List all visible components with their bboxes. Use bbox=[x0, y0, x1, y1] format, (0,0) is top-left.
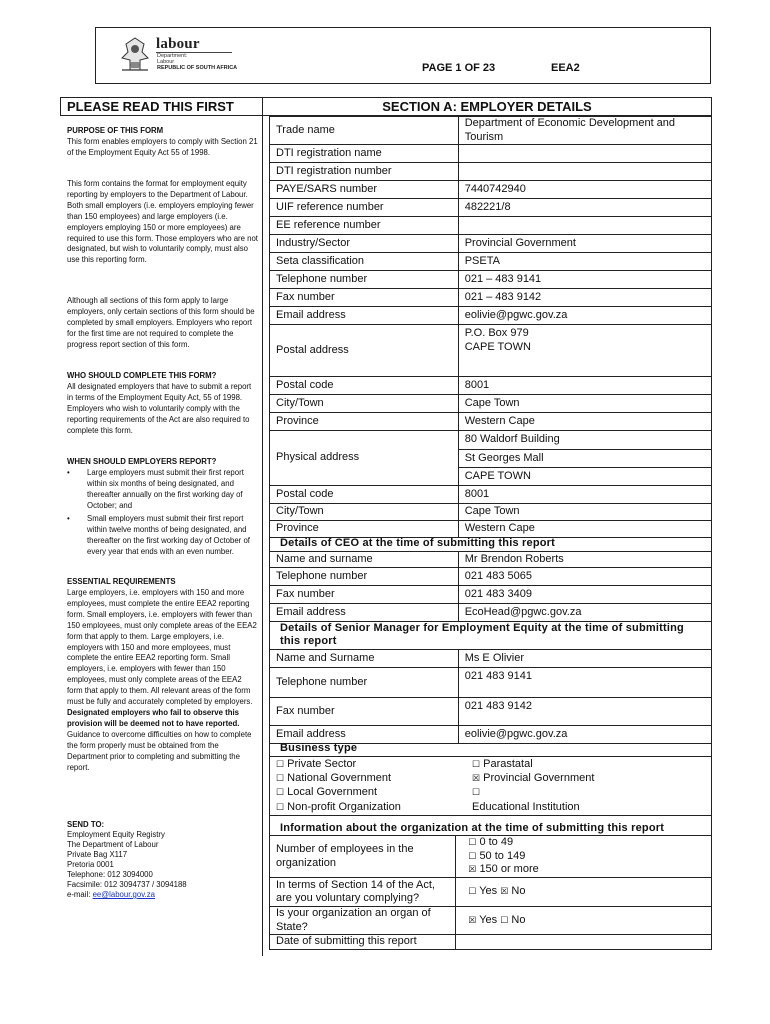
ceo-heading: Details of CEO at the time of submitting this report bbox=[280, 537, 556, 549]
table-row bbox=[270, 486, 712, 504]
bullet-icon: • bbox=[67, 514, 70, 523]
table-row bbox=[270, 217, 712, 235]
essential-text-end: Guidance to overcome difficulties on how to complete the form properly must be obtained from the Department prior to completing and submitting the report. bbox=[67, 729, 252, 772]
physical-province-label: Province bbox=[270, 521, 459, 538]
ceo-email-label: Email address bbox=[270, 604, 459, 622]
telephone-field[interactable]: 021 – 483 9141 bbox=[458, 271, 711, 289]
physical-postal-code-label: Postal code bbox=[270, 486, 459, 504]
sm-telephone-label: Telephone number bbox=[270, 668, 459, 698]
table-row bbox=[270, 325, 712, 377]
paye-field[interactable]: 7440742940 bbox=[458, 181, 711, 199]
purpose-paragraph-1: This form enables employers to comply with Section 21 of the Employment Equity Act 55 of 1998. bbox=[67, 137, 258, 157]
option-label: Provincial Government bbox=[483, 772, 595, 785]
table-row bbox=[270, 726, 712, 744]
table-row bbox=[270, 668, 712, 698]
physical-city-field[interactable]: Cape Town bbox=[458, 504, 711, 521]
option-label: 50 to 149 bbox=[479, 849, 526, 862]
table-row bbox=[270, 586, 712, 604]
table-row bbox=[270, 604, 712, 622]
postal-line-1: P.O. Box 979 bbox=[464, 327, 529, 339]
option-local-government[interactable] bbox=[276, 785, 401, 799]
essential-warning: Designated employers who fail to observe this provision will be deemed not to have reported. bbox=[67, 707, 240, 728]
option-label: 0 to 49 bbox=[479, 836, 514, 849]
logo-wordmark: labour bbox=[156, 36, 200, 52]
checkbox-empty-icon: ☐ bbox=[276, 801, 285, 812]
telephone-label: Telephone number bbox=[270, 271, 459, 289]
essential-text: Large employers, i.e. employers with 150 and more employees, must complete the entire EEA2 reporting form. Small employers, i.e. employers with fewer than 150 employees, must only complete areas of the EEA2 form that apply to them. Large employers, i.e. employers with 150 and more employees, must complete the entire EEA2 reporting form. Small employers, i.e. employers with fewer than 150 employees, must only complete areas of the EEA2 form that apply to them. All relevant areas of the form must be fully and accurately completed by employers. bbox=[67, 588, 257, 707]
postal-address-field[interactable] bbox=[458, 325, 711, 377]
postal-address-label: Postal address bbox=[270, 325, 459, 377]
industry-field[interactable]: Provincial Government bbox=[458, 235, 711, 253]
sm-name-label: Name and Surname bbox=[270, 650, 459, 668]
organ-of-state-no[interactable] bbox=[500, 914, 525, 926]
employee-count-options bbox=[456, 836, 712, 878]
ceo-name-field[interactable]: Mr Brendon Roberts bbox=[458, 552, 711, 568]
option-national-government[interactable] bbox=[276, 771, 401, 785]
org-info-heading: Information about the organization at the time of submitting this report bbox=[280, 822, 665, 834]
table-row bbox=[270, 289, 712, 307]
logo-line-1: Department: bbox=[157, 53, 188, 59]
checkbox-empty-icon: ☐ bbox=[276, 773, 285, 784]
option-label: Yes bbox=[479, 913, 498, 926]
form-code: EEA2 bbox=[551, 62, 580, 74]
physical-city-label: City/Town bbox=[270, 504, 459, 521]
checkbox-empty-icon: ☐ bbox=[472, 787, 481, 798]
checkbox-empty-icon: ☐ bbox=[472, 759, 481, 769]
left-panel-title: PLEASE READ THIS FIRST bbox=[60, 97, 263, 116]
fax-field[interactable]: 021 – 483 9142 bbox=[458, 289, 711, 307]
table-row bbox=[270, 431, 712, 486]
option-non-profit[interactable] bbox=[276, 800, 401, 814]
dti-reg-number-field[interactable] bbox=[458, 163, 711, 181]
checkbox-empty-icon: ☐ bbox=[276, 787, 285, 798]
postal-code-label: Postal code bbox=[270, 377, 459, 395]
coat-of-arms-icon bbox=[118, 36, 152, 74]
table-row bbox=[270, 521, 712, 538]
table-row bbox=[270, 907, 712, 935]
option-label: Parastatal bbox=[483, 758, 533, 770]
table-row bbox=[270, 117, 712, 145]
sm-fax-field[interactable]: 021 483 9142 bbox=[458, 698, 711, 726]
province-field[interactable]: Western Cape bbox=[458, 413, 711, 431]
bullet-icon: • bbox=[67, 468, 70, 477]
city-label: City/Town bbox=[270, 395, 459, 413]
dti-reg-name-field[interactable] bbox=[458, 145, 711, 163]
submission-date-label: Date of submitting this report bbox=[270, 935, 456, 950]
logo-line-3: REPUBLIC OF SOUTH AFRICA bbox=[157, 65, 238, 71]
employee-count-label: Number of employees in the organization bbox=[270, 836, 456, 878]
send-to-email bbox=[67, 890, 259, 901]
table-row bbox=[270, 181, 712, 199]
table-row bbox=[270, 698, 712, 726]
table-row bbox=[270, 377, 712, 395]
table-row bbox=[270, 235, 712, 253]
page-number: PAGE 1 OF 23 bbox=[422, 62, 496, 74]
table-row bbox=[270, 568, 712, 586]
essential-paragraph bbox=[67, 588, 259, 773]
essential-heading: ESSENTIAL REQUIREMENTS bbox=[67, 577, 176, 586]
when-bullet-1-text: Large employers must submit their first report within six months of being designated, and thereafter annually on the first working day of October; and bbox=[87, 468, 244, 510]
business-type-heading: Business type bbox=[280, 742, 358, 754]
table-row bbox=[270, 504, 712, 521]
option-provincial-government[interactable] bbox=[472, 771, 594, 785]
purpose-paragraph-3: Although all sections of this form apply to large employers, only certain sections of this form should be completed by small employers. Employers who report for the first time are not required to complete the progress report section of this form. bbox=[67, 296, 255, 349]
option-50-to-149[interactable] bbox=[468, 850, 705, 864]
checkbox-checked-icon: ☒ bbox=[500, 886, 509, 897]
email-prefix: e-mail: bbox=[67, 890, 93, 899]
table-row bbox=[270, 650, 712, 668]
when-bullet-2-text: Small employers must submit their first report within twelve months of being designated, and thereafter on the first working day of October of every year that ends with an even number. bbox=[87, 514, 250, 556]
seta-field[interactable]: PSETA bbox=[458, 253, 711, 271]
option-private-sector[interactable] bbox=[276, 757, 401, 771]
option-parastatal[interactable] bbox=[472, 757, 594, 771]
option-150-or-more[interactable] bbox=[468, 863, 705, 877]
table-row bbox=[270, 199, 712, 217]
send-to-heading: SEND TO: bbox=[67, 820, 105, 829]
trade-name-label: Trade name bbox=[270, 117, 459, 145]
checkbox-empty-icon: ☐ bbox=[468, 886, 477, 897]
checkbox-checked-icon: ☒ bbox=[468, 914, 477, 925]
checkbox-empty-icon: ☐ bbox=[276, 759, 285, 769]
physical-line-3: CAPE TOWN bbox=[464, 470, 531, 482]
section14-options bbox=[456, 878, 712, 907]
option-label: Local Government bbox=[287, 786, 378, 799]
postal-code-field[interactable]: 8001 bbox=[458, 377, 711, 395]
senior-manager-heading-2: this report bbox=[280, 635, 337, 647]
logo-line-2: Labour bbox=[157, 59, 175, 65]
seta-label: Seta classification bbox=[270, 253, 459, 271]
physical-postal-code-field[interactable]: 8001 bbox=[458, 486, 711, 504]
sm-email-field[interactable]: eolivie@pgwc.gov.za bbox=[458, 726, 711, 744]
who-paragraph: All designated employers that have to submit a report in terms of the Employment Equity Act, 55 of 1998. Employers who wish to voluntarily comply with the reporting requirements of the Act are also required to complete this form. bbox=[67, 382, 252, 435]
checkbox-checked-icon: ☒ bbox=[468, 864, 477, 875]
fax-label: Fax number bbox=[270, 289, 459, 307]
purpose-paragraph-2: This form contains the format for employment equity reporting by employers to the Department of Labour. Both small employers (i.e. employers employing fewer than 150 employees) and large employers (i.e. employers employing 150 or more employees) are required to use this form. Those employers who are not designated, but wish to voluntarily comply, must also use this reporting form. bbox=[67, 179, 258, 265]
physical-province-field[interactable]: Western Cape bbox=[458, 521, 711, 538]
table-row bbox=[270, 935, 712, 950]
ee-ref-field[interactable] bbox=[458, 217, 711, 235]
senior-manager-heading-1: Details of Senior Manager for Employment Equity at the time of submitting bbox=[280, 622, 684, 634]
option-label: No bbox=[511, 913, 526, 926]
section14-yes[interactable] bbox=[468, 885, 497, 897]
physical-line-1: 80 Waldorf Building bbox=[459, 431, 711, 450]
send-to-line-2: The Department of Labour bbox=[67, 840, 159, 849]
uif-label: UIF reference number bbox=[270, 199, 459, 217]
email-label: Email address bbox=[270, 307, 459, 325]
table-row bbox=[270, 145, 712, 163]
sm-telephone-field[interactable]: 021 483 9141 bbox=[458, 668, 711, 698]
option-label: Private Sector bbox=[287, 758, 357, 770]
option-label: Yes bbox=[479, 885, 498, 898]
sm-name-field[interactable]: Ms E Olivier bbox=[458, 650, 711, 668]
table-row bbox=[270, 413, 712, 431]
postal-line-2: CAPE TOWN bbox=[464, 340, 531, 353]
city-field[interactable]: Cape Town bbox=[458, 395, 711, 413]
organ-of-state-label: Is your organization an organ of State? bbox=[270, 907, 456, 935]
ceo-fax-label: Fax number bbox=[270, 586, 459, 604]
table-row bbox=[270, 271, 712, 289]
send-to-line-5: Telephone: 012 3094000 bbox=[67, 870, 153, 879]
send-to-line-6: Facsimile: 012 3094737 / 3094188 bbox=[67, 880, 187, 889]
option-educational-institution: Educational Institution bbox=[472, 800, 580, 813]
dti-reg-number-label: DTI registration number bbox=[270, 163, 459, 181]
table-row bbox=[270, 878, 712, 907]
ceo-telephone-field[interactable]: 021 483 5065 bbox=[458, 568, 711, 586]
table-row bbox=[270, 552, 712, 568]
province-label: Province bbox=[270, 413, 459, 431]
table-row bbox=[270, 163, 712, 181]
submission-date-field[interactable] bbox=[456, 935, 712, 950]
who-heading: WHO SHOULD COMPLETE THIS FORM? bbox=[67, 371, 217, 380]
registry-email-link[interactable]: ee@labour.gov.za bbox=[92, 890, 155, 899]
table-row bbox=[270, 836, 712, 878]
when-heading: WHEN SHOULD EMPLOYERS REPORT? bbox=[67, 457, 217, 466]
option-educational-checkbox[interactable] bbox=[472, 785, 594, 799]
email-field[interactable]: eolivie@pgwc.gov.za bbox=[458, 307, 711, 325]
checkbox-empty-icon: ☐ bbox=[500, 914, 509, 925]
option-label: No bbox=[511, 885, 526, 898]
checkbox-empty-icon: ☐ bbox=[468, 850, 477, 861]
ceo-name-label: Name and surname bbox=[270, 552, 459, 568]
option-label: National Government bbox=[287, 772, 392, 785]
trade-name-field[interactable]: Department of Economic Development and Tourism bbox=[458, 117, 711, 145]
section-a-title: SECTION A: EMPLOYER DETAILS bbox=[263, 97, 712, 116]
section14-no[interactable] bbox=[500, 885, 525, 897]
option-label: 150 or more bbox=[479, 863, 539, 876]
ceo-fax-field[interactable]: 021 483 3409 bbox=[458, 586, 711, 604]
senior-manager-table bbox=[269, 649, 712, 744]
physical-address-label: Physical address bbox=[270, 431, 459, 486]
ee-ref-label: EE reference number bbox=[270, 217, 459, 235]
employer-details-table bbox=[269, 116, 712, 538]
dti-reg-name-label: DTI registration name bbox=[270, 145, 459, 163]
organ-of-state-options bbox=[456, 907, 712, 935]
sm-fax-label: Fax number bbox=[270, 698, 459, 726]
org-info-table bbox=[269, 835, 712, 950]
physical-address-field[interactable] bbox=[458, 431, 711, 486]
purpose-heading: PURPOSE OF THIS FORM bbox=[67, 126, 164, 135]
business-type-right-options bbox=[472, 757, 594, 814]
ceo-table bbox=[269, 551, 712, 622]
ceo-email-field[interactable]: EcoHead@pgwc.gov.za bbox=[458, 604, 711, 622]
physical-line-2: St Georges Mall bbox=[459, 450, 711, 468]
send-to-line-3: Private Bag X117 bbox=[67, 850, 128, 859]
business-type-left-options bbox=[276, 757, 401, 814]
checkbox-empty-icon: ☐ bbox=[468, 837, 477, 848]
option-label: Non-profit Organization bbox=[287, 800, 401, 813]
industry-label: Industry/Sector bbox=[270, 235, 459, 253]
ceo-telephone-label: Telephone number bbox=[270, 568, 459, 586]
checkbox-checked-icon: ☒ bbox=[472, 773, 481, 784]
organ-of-state-yes[interactable] bbox=[468, 914, 497, 926]
table-row bbox=[270, 395, 712, 413]
paye-label: PAYE/SARS number bbox=[270, 181, 459, 199]
sm-email-label: Email address bbox=[270, 726, 459, 744]
section14-label: In terms of Section 14 of the Act, are you voluntary complying? bbox=[270, 878, 456, 907]
table-row bbox=[270, 253, 712, 271]
send-to-line-4: Pretoria 0001 bbox=[67, 860, 114, 869]
uif-field[interactable]: 482221/8 bbox=[458, 199, 711, 217]
table-row bbox=[270, 307, 712, 325]
send-to-line-1: Employment Equity Registry bbox=[67, 830, 165, 839]
option-0-to-49[interactable] bbox=[468, 836, 705, 850]
